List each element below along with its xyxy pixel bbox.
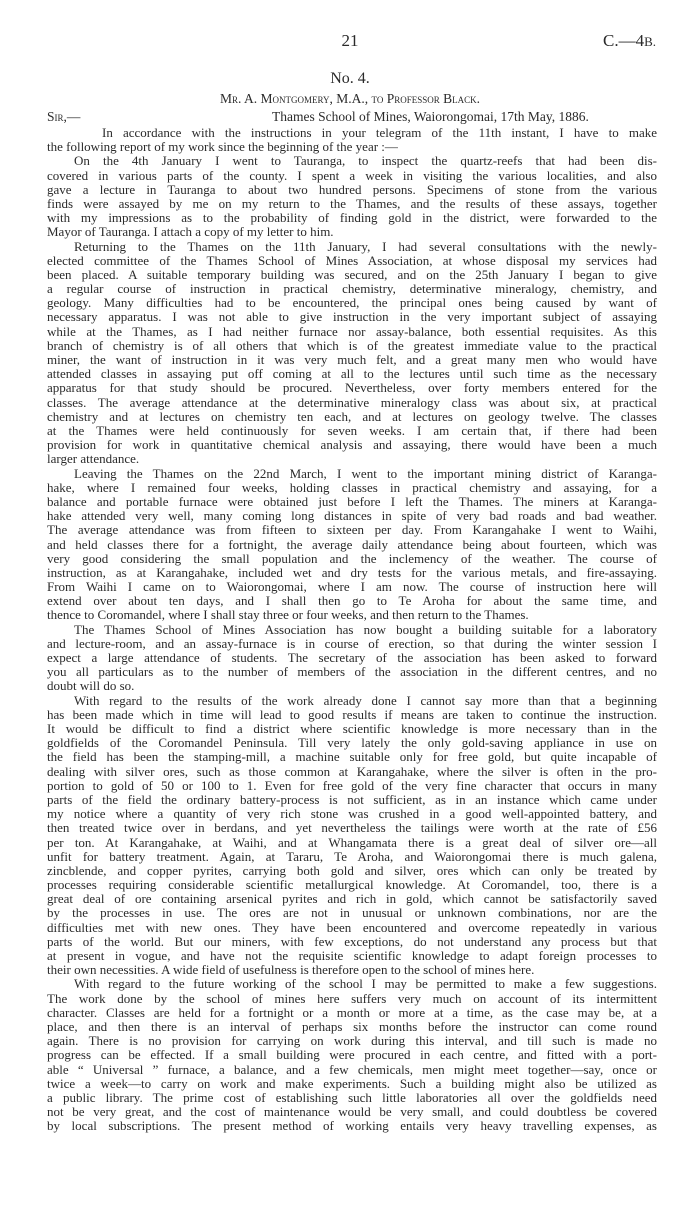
- text-line: and lecture-room, and an assay-furnace is in course of erection, so that during the winter session I: [47, 635, 657, 651]
- text-line: has been made which in time will lead to good results if means are taken to continue the instruction.: [47, 706, 657, 722]
- text-line: geology. Many difficulties had to be encountered, the principal ones being caused by want of: [47, 295, 657, 311]
- text-line: at present in vogue, and have not the requisite scientific knowledge to adapt foreign processes to: [47, 948, 657, 964]
- text-line: place, and then there is an interval of perhaps six months before the instructor can come round: [47, 1018, 657, 1034]
- text-line: covered in various parts of the county. I spent a week in visiting the various localities, and also: [47, 167, 657, 183]
- text-line: again. There is no provision for carrying on work during this interval, and till such is made no: [47, 1033, 657, 1049]
- text-line: chemistry and at lectures on chemistry ten each, and at lectures on geology twelve. The classes: [47, 408, 657, 424]
- text-line: In accordance with the instructions in your telegram of the 11th instant, I have to make: [102, 125, 657, 140]
- text-line: instruction, as at Karangahake, included wet and dry tests for the various metals, and fire-assaying.: [47, 564, 657, 580]
- text-line: parts of the field the ordinary battery-process is not sufficient, as in an instance which came under: [47, 791, 657, 807]
- text-line: It would be difficult to find a district where scientific knowledge is more necessary than in the: [47, 720, 657, 736]
- text-line: necessary apparatus. I was not able to give instruction in the very important subject of assaying: [47, 309, 657, 325]
- text-line: per ton. At Karangahake, at Waihi, and at Whangamata there is a great deal of silver ore—all: [47, 834, 657, 850]
- document-reference: [603, 31, 656, 51]
- text-line: not be very great, and the cost of maintenance would be very small, and could doubtless be covered: [47, 1104, 657, 1120]
- text-line: The Thames School of Mines Association has now bought a building suitable for a laboratory: [74, 621, 657, 637]
- text-line: character. Classes are held for a fortnight or a month or more at a time, as the case may be, at a: [47, 1004, 657, 1020]
- reference-suffix: B.: [644, 34, 656, 49]
- text-line: From Waihi I came on to Waiorongomai, where I am now. The course of instruction here will: [47, 579, 657, 595]
- text-line: apparatus for that study should be procured. Nevertheless, over forty members entered for the: [47, 380, 657, 396]
- text-line: elected committee of the Thames School of Mines Association, at whose disposal my services had: [47, 252, 657, 268]
- text-line: branch of chemistry is of all others that which is of the greatest immediate value to the practical: [47, 337, 657, 353]
- dateline: Thames School of Mines, Waiorongomai, 17th May, 1886.: [272, 109, 589, 124]
- text-line: attended classes in assaying put off coming at all to the lectures until such time as the necessary: [47, 366, 657, 382]
- page-number: 21: [341, 31, 359, 50]
- text-line: miner, the want of instruction in it was very much felt, and a great many men who would have: [47, 352, 657, 368]
- text-line: very good considering the small population and the inclemency of the weather. The course of: [47, 550, 657, 566]
- text-line: progress can be effected. If a small building were procured in each centre, and fitted with a port-: [47, 1047, 657, 1063]
- text-line: processes requiring considerable scientific metallurgical knowledge. At Coromandel, too, there is a: [47, 877, 657, 893]
- text-line: parts of the world. But our miners, with few exceptions, do not understand any process but that: [47, 933, 657, 949]
- text-line: twice a week—to carry on work and make experiments. Such a building might also be utilized as: [47, 1075, 657, 1091]
- document-number: No. 4.: [330, 70, 370, 87]
- text-line: Leaving the Thames on the 22nd March, I went to the important mining district of Karanga-: [74, 465, 657, 481]
- text-line: finds were assayed by me on my return to the Thames, and the results of these assays, together: [47, 195, 657, 211]
- text-line: hake, where I remained four weeks, holding classes in practical chemistry and assaying, for a: [47, 479, 657, 495]
- text-line: zincblende, and copper pyrites, carrying both gold and silver, ores which can only be treated by: [47, 862, 657, 878]
- text-line: With regard to the future working of the school I may be permitted to make a few suggestions.: [74, 976, 657, 992]
- text-line: by the processes in use. The ores are not in unusual or unknown combinations, nor are the: [47, 905, 657, 921]
- text-line: doubt will do so.: [47, 678, 135, 694]
- text-line: The average attendance was from fifteen to sixteen per day. From Karangahake I went to Waihi,: [47, 522, 657, 538]
- text-line: Returning to the Thames on the 11th January, I had several consultations with the newly-: [74, 238, 657, 254]
- text-line: portion to gold of 50 or 100 to 1. Even for free gold of the very fine character that occurs in many: [47, 777, 657, 793]
- text-line: The work done by the school of mines here suffers very much on account of its intermittent: [47, 990, 657, 1006]
- text-line: extend over about ten days, and I shall then go to Te Aroha for about the same time, and: [47, 593, 657, 609]
- text-line: with my impressions as to the probability of finding gold in the district, were forwarded to the: [47, 210, 657, 226]
- text-line: expect a large attendance of students. The secretary of the association has been asked to forward: [47, 650, 657, 666]
- text-line: hake attended very well, many coming long distances in spite of very bad roads and bad weather.: [47, 508, 657, 524]
- text-line: able “ Universal ” furnace, a balance, and a few chemicals, men might meet together—say, once or: [47, 1061, 657, 1077]
- text-line: goldfields of the Coromandel Peninsula. Till very lately the only gold-saving appliance in use on: [47, 735, 657, 751]
- text-line: dealing with silver ores, such as those common at Karangahake, where the silver is often in the pro-: [47, 763, 657, 779]
- text-line: and held classes there for a fortnight, the average daily attendance being about fourteen, which was: [47, 536, 657, 552]
- text-line: gave a lecture in Tauranga to about two hundred persons. Specimens of stone from the various: [47, 181, 657, 197]
- text-line: larger attendance.: [47, 451, 140, 467]
- text-line: the field has been the stamping-mill, a machine suitable only for free gold, but quite incapable of: [47, 749, 657, 765]
- text-line: been placed. A suitable temporary building was secured, and on the 25th January I began to give: [47, 266, 657, 282]
- text-line: balance and portable furnace were obtained just before I left the Thames. The miners at Karanga-: [47, 493, 657, 509]
- text-line: you all particulars as to the number of members of the association in the different centres, and no: [47, 664, 657, 680]
- text-line: a regular course of instruction in practical chemistry, determinative mineralogy, chemistry, and: [47, 281, 657, 297]
- text-line: provision for work in quantitative chemical analysis and assaying, there would have been a much: [47, 437, 657, 453]
- letter-title: Mr. A. Montgomery, M.A., to Professor Black.: [219, 91, 480, 106]
- text-line: Mayor of Tauranga. I attach a copy of my letter to him.: [47, 224, 334, 240]
- text-line: then treated twice over in berdans, and yet nevertheless the tailings were worth at the rate of £56: [47, 820, 657, 836]
- text-line: the following report of my work since the beginning of the year :—: [47, 139, 398, 155]
- text-line: difficulties met with new ones. They have been encountered and overcome repeatedly in various: [47, 919, 657, 935]
- text-line: On the 4th January I went to Tauranga, to inspect the quartz-reefs that had been dis-: [74, 153, 657, 169]
- text-line: by local subscriptions. The present method of working entails very heavy travelling expenses, as: [47, 1118, 657, 1134]
- text-line: while at the Thames, as I had neither furnace nor assay-balance, both essential requisites. As this: [47, 323, 657, 339]
- text-line: my notice where a quantity of very rich stone was crushed in a good well-appointed battery, and: [47, 806, 657, 822]
- text-line: thence to Coromandel, where I shall stay three or four weeks, and then return to the Thames.: [47, 607, 529, 623]
- salutation: Sir,—: [47, 109, 81, 124]
- reference-main: C.—4: [602, 31, 645, 50]
- text-line: a public library. The prime cost of establishing such little laboratories all over the goldfields need: [47, 1089, 657, 1105]
- text-line: unfit for battery treatment. Again, at Tararu, Te Aroha, and Waiorongomai there is much galena,: [47, 848, 657, 864]
- text-line: classes. The average attendance at the determinative mineralogy class was about six, at practical: [47, 394, 657, 410]
- text-line: great deal of ore containing arsenical pyrites and rich in gold, which cannot be satisfactorily saved: [47, 891, 657, 907]
- text-line: at the Thames were held continuously for seven weeks. I am certain that, if there had been: [47, 422, 657, 438]
- text-line: With regard to the results of the work already done I cannot say more than that a beginning: [74, 692, 657, 708]
- text-line: their own necessities. A wide field of usefulness is therefore open to the school of mines here.: [47, 962, 535, 978]
